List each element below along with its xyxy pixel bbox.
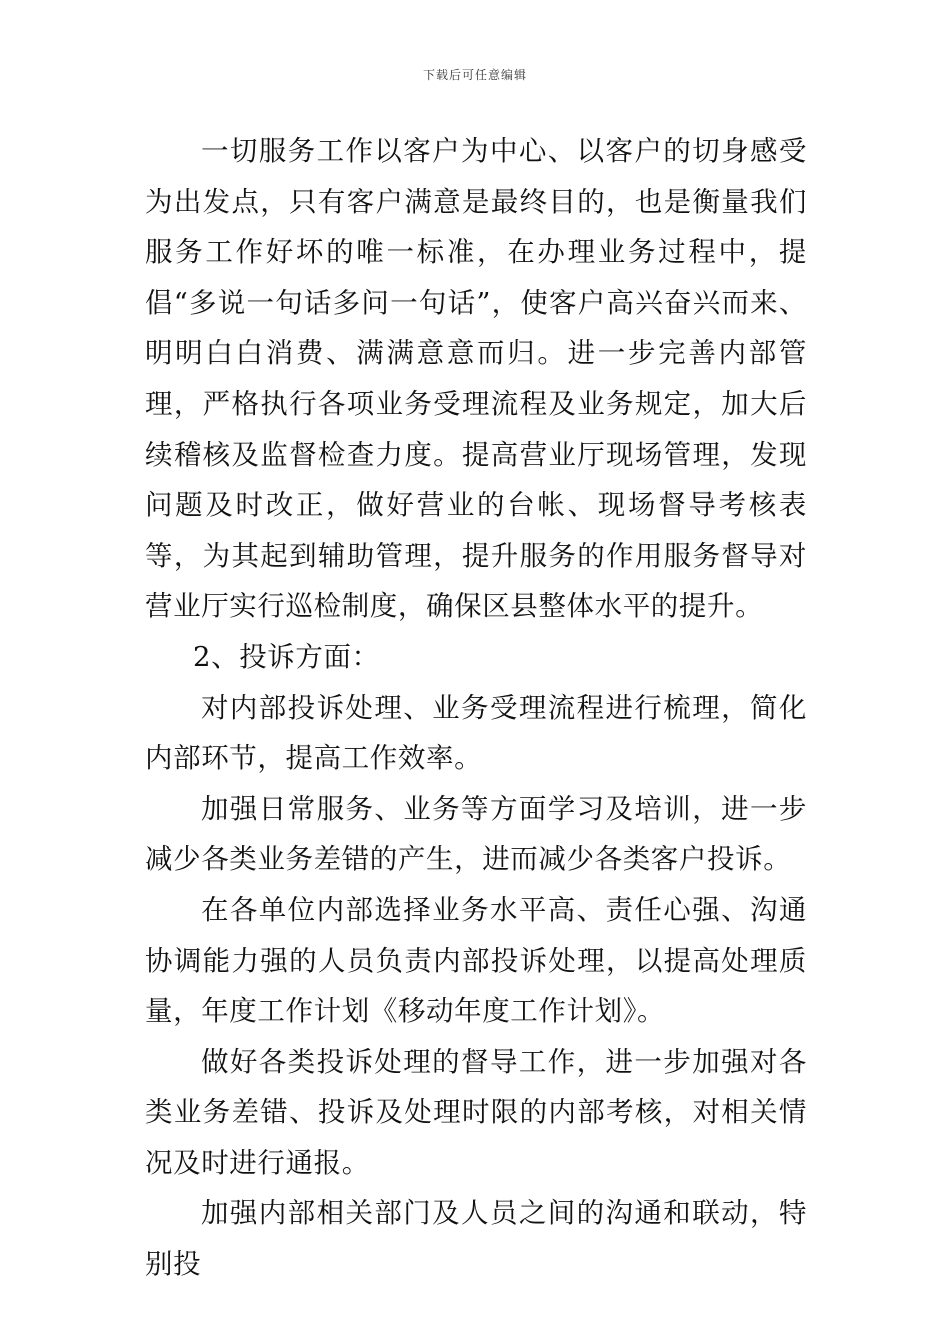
paragraph-process-review: 对内部投诉处理、业务受理流程进行梳理，简化内部环节，提高工作效率。 [145,691,807,775]
paragraph-training: 加强日常服务、业务等方面学习及培训，进一步减少各类业务差错的产生，进而减少各类客户投诉。 [145,792,807,876]
header-note: 下载后可任意编辑 [422,68,527,82]
paragraph-service-principle: 一切服务工作以客户为中心、以客户的切身感受为出发点，只有客户满意是最终目的，也是衡量我们服务工作好坏的唯一标准，在办理业务过程中，提倡“多说一句话多问一句话”，使客户高兴奋兴而来、明明白白消费、满满意意而归。进一步完善内部管理，严格执行各项业务受理流程及业务规定，加大后续稽核及监督检查力度。提高营业厅现场管理，发现问题及时改正，做好营业的台帐、现场督导考核表等，为其起到辅助管理，提升服务的作用服务督导对营业厅实行巡检制度，确保区县整体水平的提升。 [145,135,807,623]
document-body [145,126,807,1290]
paragraph-communication: 加强内部相关部门及人员之间的沟通和联动，特别投 [145,1197,807,1281]
paragraph-supervision: 做好各类投诉处理的督导工作，进一步加强对各类业务差错、投诉及处理时限的内部考核，对相关情况及时进行通报。 [145,1045,807,1179]
paragraph-staff-selection: 在各单位内部选择业务水平高、责任心强、沟通协调能力强的人员负责内部投诉处理，以提高处理质量，年度工作计划《移动年度工作计划》。 [145,893,807,1028]
section-heading-complaints: 2、投诉方面： [193,640,380,673]
